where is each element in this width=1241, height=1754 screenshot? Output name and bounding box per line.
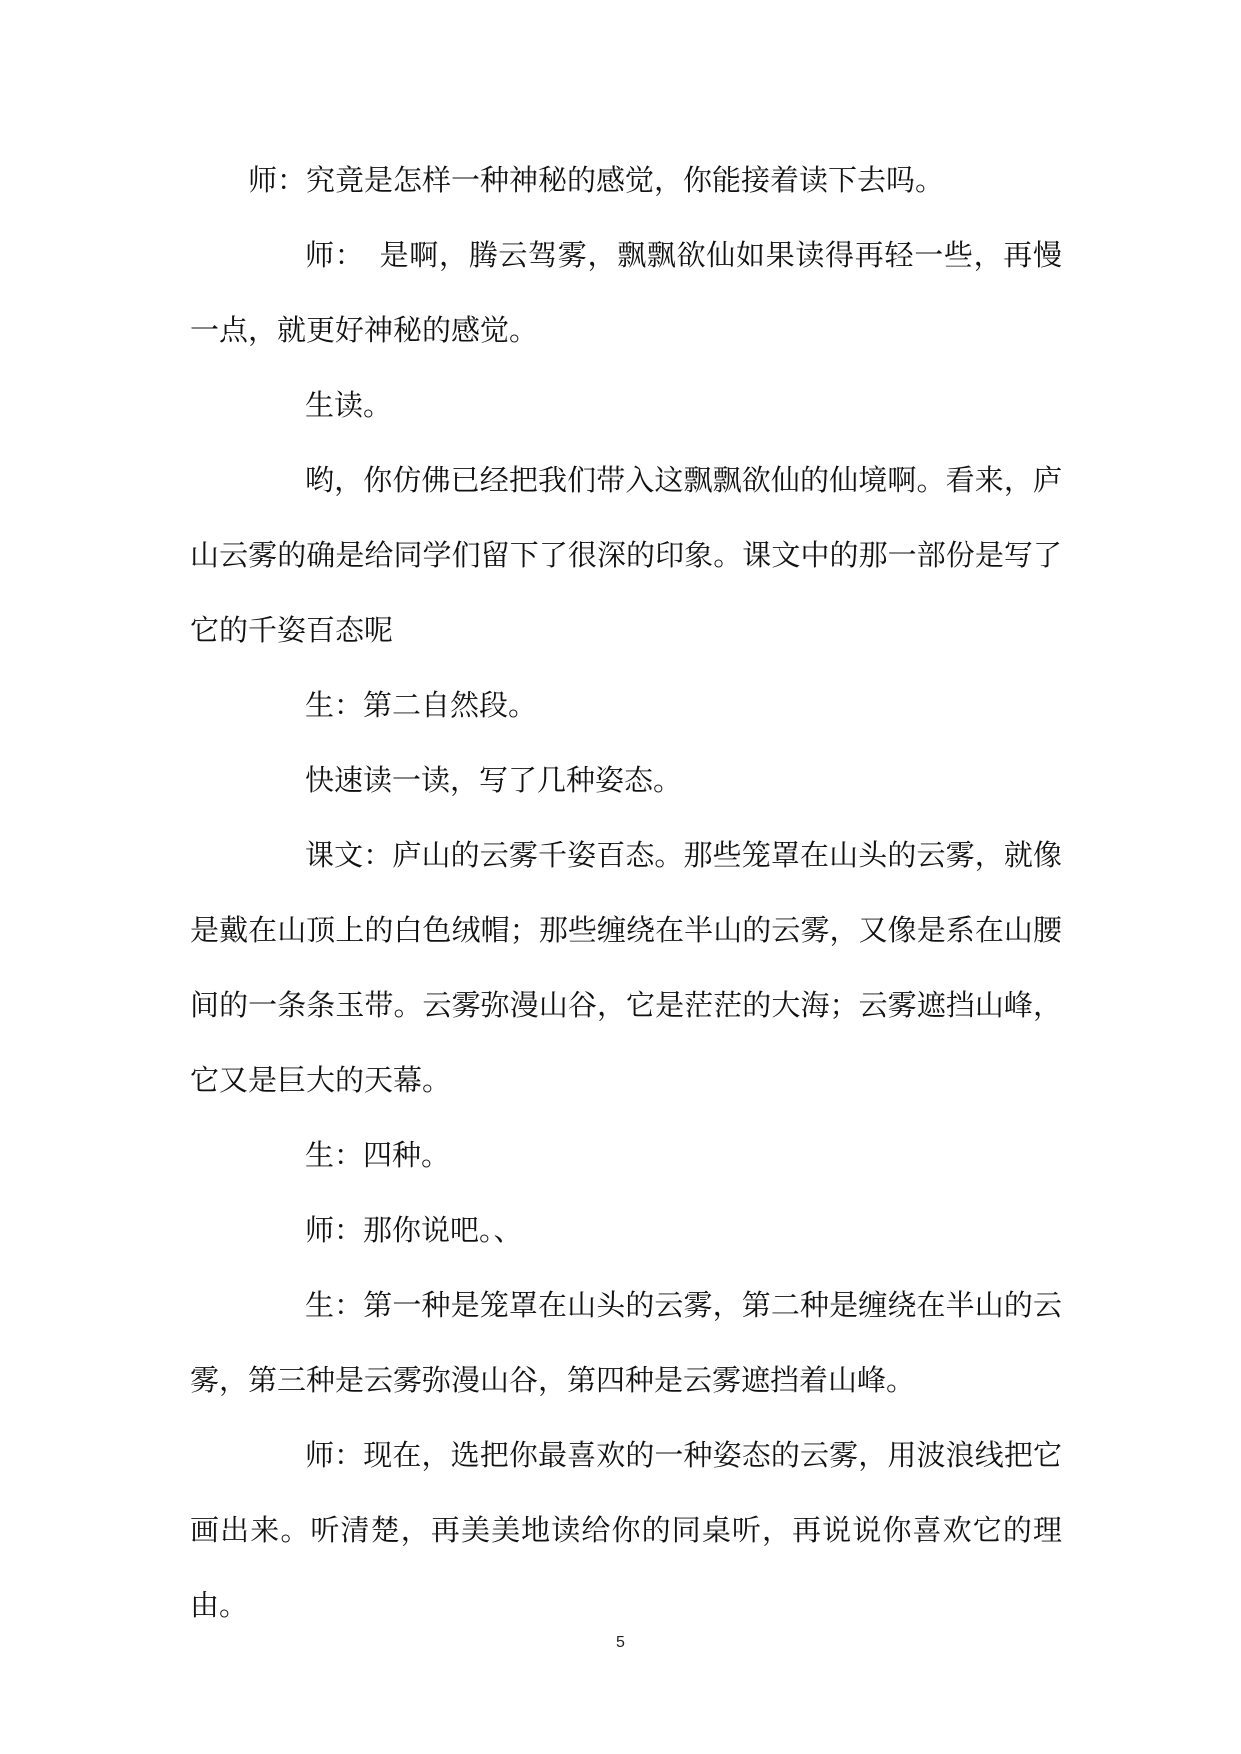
paragraph-4: 哟，你仿佛已经把我们带入这飘飘欲仙的仙境啊。看来，庐山云雾的确是给同学们留下了很深的印象。课文中的那一部份是写了它的千姿百态呢 bbox=[190, 463, 1062, 647]
paragraph-6: 快速读一读，写了几种姿态。 bbox=[305, 763, 683, 797]
paragraph-2: 师： 是啊，腾云驾雾，飘飘欲仙如果读得再轻一些，再慢一点，就更好神秘的感觉。 bbox=[190, 238, 1062, 347]
paragraph-9: 师：那你说吧。、 bbox=[305, 1213, 523, 1247]
body-text bbox=[190, 143, 1062, 1643]
page-number: 5 bbox=[616, 1634, 625, 1651]
paragraph-1: 师：究竟是怎样一种神秘的感觉，你能接着读下去吗。 bbox=[248, 163, 945, 197]
paragraph-7: 课文：庐山的云雾千姿百态。那些笼罩在山头的云雾，就像是戴在山顶上的白色绒帽；那些缠绕在半山的云雾，又像是系在山腰间的一条条玉带。云雾弥漫山谷，它是茫茫的大海；云雾遮挡山峰，它又是巨大的天幕。 bbox=[190, 838, 1062, 1097]
paragraph-10: 生：第一种是笼罩在山头的云雾，第二种是缠绕在半山的云雾，第三种是云雾弥漫山谷，第四种是云雾遮挡着山峰。 bbox=[190, 1288, 1062, 1397]
paragraph-5: 生：第二自然段。 bbox=[305, 688, 538, 722]
paragraph-11: 师：现在，选把你最喜欢的一种姿态的云雾，用波浪线把它画出来。听清楚，再美美地读给你的同桌听，再说说你喜欢它的理由。 bbox=[190, 1438, 1062, 1622]
paragraph-3: 生读。 bbox=[305, 388, 393, 422]
paragraph-8: 生：四种。 bbox=[305, 1138, 451, 1172]
